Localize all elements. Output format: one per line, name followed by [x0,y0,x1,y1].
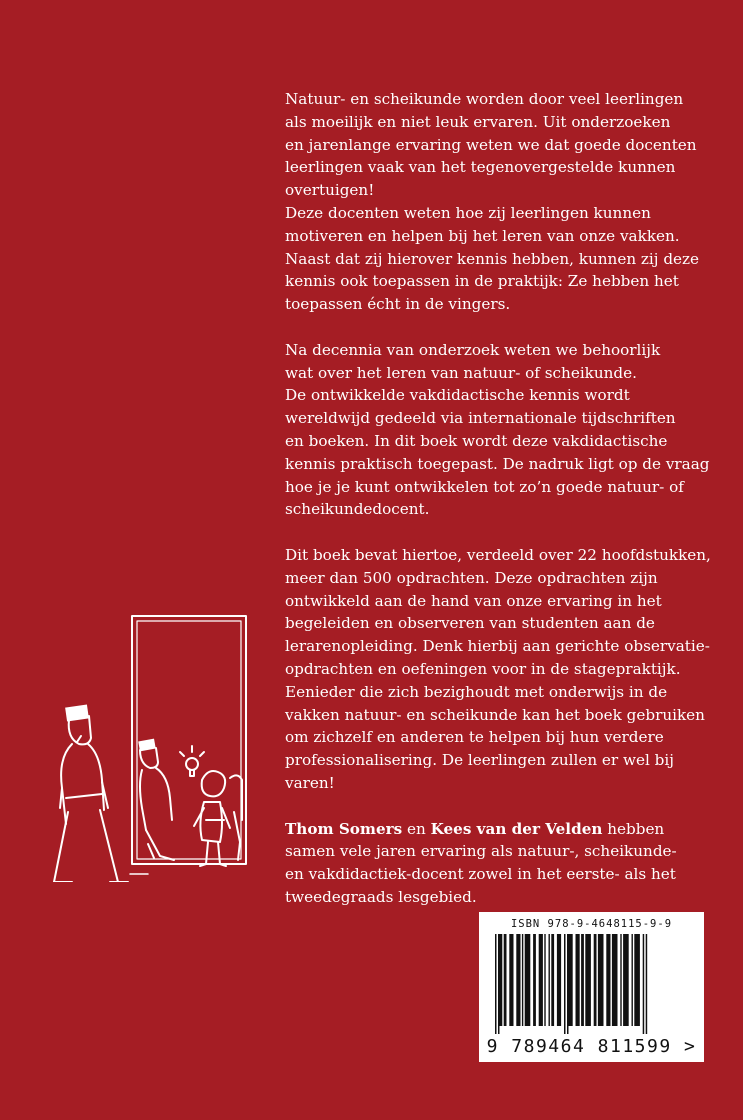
blurb-line: leerlingen vaak van het tegenovergestelde kunnen [285,158,676,177]
isbn-label: ISBN 978-9-4648115-9-9 [510,918,673,930]
blurb-line: om zichzelf en anderen te helpen bij hun verdere [285,728,664,747]
blurb-line: Dit boek bevat hiertoe, verdeeld over 22 hoofdstukken, [285,545,711,564]
author-line-1-rest: hebben [602,819,665,838]
author-name-2: Kees van der Velden [430,819,603,838]
barcode-bar [551,934,554,1026]
blurb-line: professionalisering. De leerlingen zullen er wel bij [285,751,674,770]
blurb-line: varen! [285,773,335,792]
barcode-bar [557,934,561,1026]
barcode-bar [598,934,604,1026]
author-line: en vakdidactiek-docent zowel in het eerste- als het [285,865,676,884]
blurb-line: vakken natuur- en scheikunde kan het boek gebruiken [285,705,705,724]
blurb-text [285,88,725,931]
barcode-bar [516,934,520,1026]
blurb-line: toepassen écht in de vingers. [285,295,511,314]
blurb-line: kennis ook toepassen in de praktijk: Ze hebben het [285,272,679,291]
blurb-line: De ontwikkelde vakdidactische kennis wordt [285,386,630,405]
barcode-bar [539,934,543,1026]
blurb-paragraph-2 [285,339,725,521]
ean-digits: 9 789464 811599 > [486,1036,697,1057]
barcode-bar [606,934,610,1026]
blurb-line: Eenieder die zich bezighoudt met onderwijs in de [285,682,668,701]
blurb-paragraph-1 [285,88,725,316]
barcode-bar [576,934,580,1026]
blurb-line: ontwikkeld aan de hand van onze ervaring in het [285,591,662,610]
blurb-line: wereldwijd gedeeld via internationale tijdschriften [285,409,676,428]
blurb-line: motiveren en helpen bij het leren van onze vakken. [285,226,680,245]
barcode-bar [632,934,633,1026]
blurb-line: lerarenopleiding. Denk hierbij aan gerichte observatie- [285,637,710,656]
blurb-line: meer dan 500 opdrachten. Deze opdrachten zijn [285,568,658,587]
author-name-1: Thom Somers [285,819,403,838]
blurb-line: en boeken. In dit boek wordt deze vakdidactische [285,431,668,450]
barcode-bar [585,934,591,1026]
barcode-bar [594,934,597,1026]
teacher-mirror-illustration-icon [44,612,259,882]
barcode-guard-bar [498,934,500,1034]
barcode-bar [533,934,536,1026]
barcode-bar [544,934,545,1026]
blurb-line: hoe je je kunt ontwikkelen tot zo’n goede natuur- of [285,477,684,496]
barcode-bar [500,934,503,1026]
barcode-guard-bar [643,934,645,1034]
author-line: samen vele jaren ervaring als natuur-, scheikunde- [285,842,677,861]
barcode [479,912,704,1062]
barcode-bar [623,934,629,1026]
barcode-bar [549,934,550,1026]
blurb-line: Deze docenten weten hoe zij leerlingen kunnen [285,203,651,222]
barcode-guard-bar [567,934,569,1034]
barcode-bar [504,934,507,1026]
barcode-guard-bar [495,934,497,1034]
blurb-line: Na decennia van onderzoek weten we behoorlijk [285,340,661,359]
author-line: tweedegraads lesgebied. [285,887,477,906]
blurb-line: scheikundedocent. [285,500,430,519]
blurb-line: Naast dat zij hierover kennis hebben, kunnen zij deze [285,249,700,268]
barcode-bar [569,934,573,1026]
barcode-bar [522,934,523,1026]
barcode-bar [509,934,513,1026]
barcode-bar [612,934,618,1026]
blurb-line: begeleiden en observeren van studenten aan de [285,614,655,633]
author-paragraph [285,818,725,909]
blurb-line: opdrachten en oefeningen voor in de stagepraktijk. [285,659,681,678]
barcode-bars [491,934,691,1034]
blurb-line: en jarenlange ervaring weten we dat goede docenten [285,135,697,154]
blurb-paragraph-3 [285,544,725,795]
barcode-bar [634,934,640,1026]
barcode-guard-bar [564,934,566,1034]
blurb-line: Natuur- en scheikunde worden door veel leerlingen [285,90,684,108]
blurb-line: kennis praktisch toegepast. De nadruk ligt op de vraag [285,454,710,473]
blurb-line: als moeilijk en niet leuk ervaren. Uit onderzoeken [285,112,671,131]
author-connector: en [402,819,431,838]
author-line-1 [285,818,725,841]
blurb-line: wat over het leren van natuur- of scheikunde. [285,363,637,382]
barcode-bar [620,934,621,1026]
blurb-line: overtuigen! [285,181,375,200]
barcode-bar [581,934,584,1026]
barcode-bar [525,934,531,1026]
barcode-guard-bar [646,934,648,1034]
